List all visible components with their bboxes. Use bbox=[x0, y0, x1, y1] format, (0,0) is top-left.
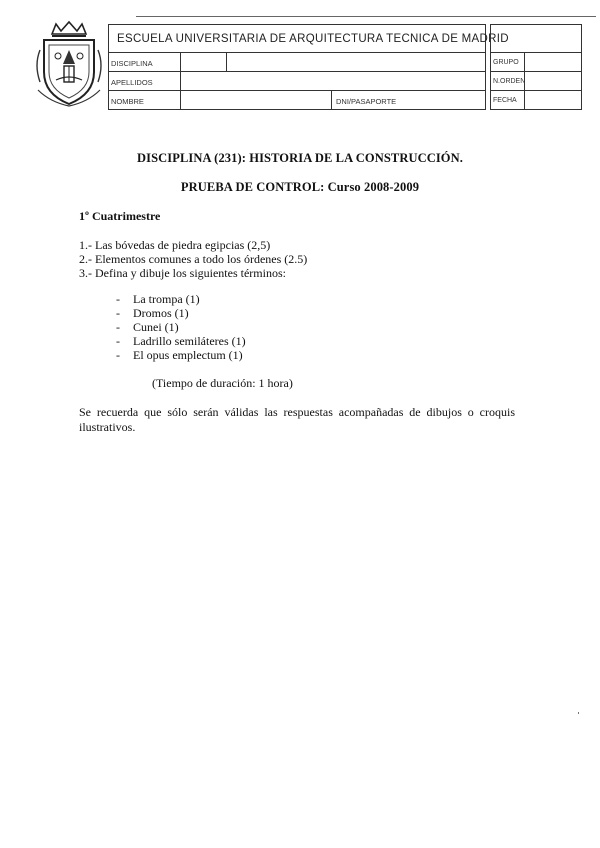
form-row-fecha bbox=[491, 91, 581, 110]
exam-header bbox=[16, 14, 582, 110]
apellidos-field[interactable] bbox=[181, 72, 485, 90]
question-1: 1.- Las bóvedas de piedra egipcias (2,5) bbox=[79, 238, 271, 252]
top-edge-line bbox=[136, 16, 596, 17]
term-label: Ladrillo semiláteres (1) bbox=[133, 334, 246, 348]
exam-duration: (Tiempo de duración: 1 hora) bbox=[152, 376, 293, 390]
term-label: El opus emplectum (1) bbox=[133, 348, 243, 362]
form-row-n-orden bbox=[491, 72, 581, 91]
field-label-fecha: FECHA bbox=[491, 91, 525, 110]
form-row-nombre bbox=[109, 91, 485, 110]
field-label-n-orden: N.ORDEN bbox=[491, 72, 525, 90]
term-heading: 1º Cuatrimestre bbox=[79, 209, 161, 223]
disciplina-code-field[interactable] bbox=[181, 53, 227, 71]
exam-subtitle: PRUEBA DE CONTROL: Curso 2008-2009 bbox=[180, 180, 420, 194]
field-label-grupo: GRUPO bbox=[491, 53, 525, 71]
school-name: ESCUELA UNIVERSITARIA DE ARQUITECTURA TECNICA DE MADRID bbox=[109, 25, 485, 53]
term-item: - Ladrillo semiláteres (1) bbox=[116, 334, 246, 348]
term-item: - El opus emplectum (1) bbox=[116, 348, 243, 362]
crest-icon bbox=[30, 20, 108, 108]
form-row-apellidos bbox=[109, 72, 485, 91]
form-row-disciplina bbox=[109, 53, 485, 72]
term-item: - La trompa (1) bbox=[116, 292, 200, 306]
term-item: - Dromos (1) bbox=[116, 306, 189, 320]
university-crest-logo bbox=[30, 20, 108, 108]
term-label: Cunei (1) bbox=[133, 320, 179, 334]
exam-metadata-box bbox=[490, 24, 582, 110]
question-3: 3.- Defina y dibuje los siguientes términos: bbox=[79, 266, 286, 280]
scan-speck bbox=[578, 712, 579, 714]
term-item: - Cunei (1) bbox=[116, 320, 179, 334]
field-label-nombre: NOMBRE bbox=[109, 91, 181, 110]
metadata-top-cell bbox=[491, 25, 581, 53]
nombre-field[interactable] bbox=[181, 91, 331, 110]
exam-note: Se recuerda que sólo serán válidas las respuestas acompañadas de dibujos o croquis ilustrativos. bbox=[79, 405, 515, 434]
field-label-apellidos: APELLIDOS bbox=[109, 72, 181, 90]
disciplina-name-field[interactable] bbox=[227, 53, 485, 71]
term-label: La trompa (1) bbox=[133, 292, 200, 306]
term-label: Dromos (1) bbox=[133, 306, 189, 320]
field-label-disciplina: DISCIPLINA bbox=[109, 53, 181, 71]
form-row-grupo bbox=[491, 53, 581, 72]
question-2: 2.- Elementos comunes a todo los órdenes (2.5) bbox=[79, 252, 308, 266]
exam-title: DISCIPLINA (231): HISTORIA DE LA CONSTRUCCIÓN. bbox=[137, 151, 463, 165]
field-label-dni: DNI/PASAPORTE bbox=[331, 91, 401, 110]
